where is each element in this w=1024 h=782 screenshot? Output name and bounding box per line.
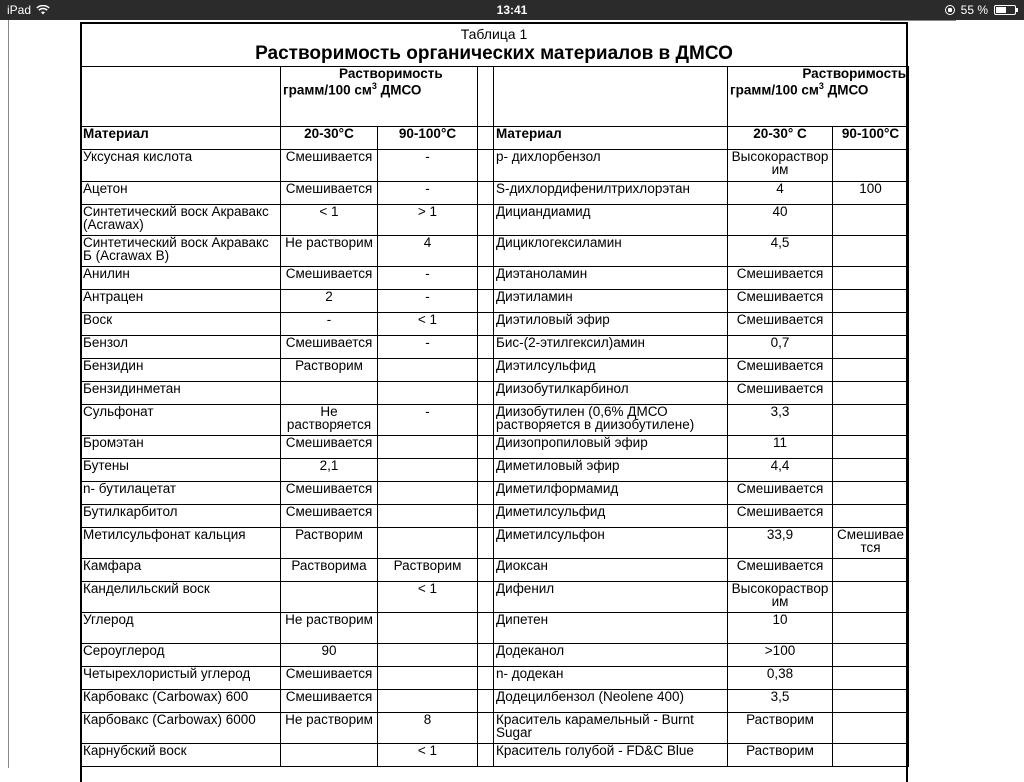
value-low-right: 4	[728, 182, 833, 205]
value-high-right	[833, 405, 909, 436]
material-right: Диэтаноламин	[494, 267, 728, 290]
material-right: Диэтилсульфид	[494, 359, 728, 382]
value-high-right	[833, 290, 909, 313]
solubility-header-row	[81, 67, 909, 127]
col-temp-high-right: 90-100°C	[833, 127, 909, 150]
value-low-right: 4,5	[728, 236, 833, 267]
table-row	[81, 150, 909, 182]
value-low-right: Смешивается	[728, 559, 833, 582]
value-high-right	[833, 505, 909, 528]
column-gap	[478, 313, 494, 336]
material-left: Антрацен	[81, 290, 281, 313]
table-row	[81, 436, 909, 459]
solubility-header-line1-right: Растворимость	[802, 66, 907, 81]
units-text-right: грамм/100 см	[730, 82, 819, 98]
material-right: Диизопропиловый эфир	[494, 436, 728, 459]
table-row	[81, 667, 909, 690]
value-high-right	[833, 559, 909, 582]
material-left: Ацетон	[81, 182, 281, 205]
column-gap	[478, 613, 494, 644]
value-low-left: 2	[281, 290, 378, 313]
column-gap	[478, 505, 494, 528]
column-gap	[478, 236, 494, 267]
table-row	[81, 459, 909, 482]
value-low-left: Смешивается	[281, 150, 378, 182]
battery-percent: 55 %	[960, 3, 988, 17]
table-row	[81, 405, 909, 436]
value-low-right: 10	[728, 613, 833, 644]
column-gap	[478, 482, 494, 505]
battery-icon	[994, 5, 1016, 15]
table-row	[81, 359, 909, 382]
value-low-left	[281, 382, 378, 405]
column-gap	[478, 713, 494, 744]
value-low-left: Не растворяется	[281, 405, 378, 436]
value-high-left: < 1	[378, 313, 478, 336]
column-gap	[478, 336, 494, 359]
device-label: iPad	[7, 3, 32, 17]
material-left: Сульфонат	[81, 405, 281, 436]
table-row	[81, 690, 909, 713]
value-low-left: Растворим	[281, 528, 378, 559]
column-gap	[478, 267, 494, 290]
table-row	[81, 267, 909, 290]
value-low-left	[281, 744, 378, 767]
value-low-right: 33,9	[728, 528, 833, 559]
col-temp-low-right: 20-30° C	[728, 127, 833, 150]
material-left: Воск	[81, 313, 281, 336]
value-low-left: Смешивается	[281, 690, 378, 713]
value-low-right: 3,5	[728, 690, 833, 713]
value-low-left: Смешивается	[281, 436, 378, 459]
value-low-left: Смешивается	[281, 336, 378, 359]
value-high-right	[833, 205, 909, 236]
value-high-left: Растворим	[378, 559, 478, 582]
value-high-left	[378, 667, 478, 690]
value-low-left: Растворима	[281, 559, 378, 582]
material-left: Бензидин	[81, 359, 281, 382]
table-title: Растворимость органических материалов в ДМСО	[255, 43, 733, 64]
value-high-right: Смешивае тся	[833, 528, 909, 559]
col-temp-high-left: 90-100°C	[378, 127, 478, 150]
value-high-left: -	[378, 150, 478, 182]
value-low-right: Смешивается	[728, 382, 833, 405]
material-right: Диэтиловый эфир	[494, 313, 728, 336]
value-high-left: -	[378, 336, 478, 359]
value-high-right	[833, 482, 909, 505]
material-left: Камфара	[81, 559, 281, 582]
units-suffix: ДМСО	[376, 82, 422, 98]
value-high-left	[378, 436, 478, 459]
column-gap	[478, 459, 494, 482]
column-gap	[478, 436, 494, 459]
value-low-right: Смешивается	[728, 482, 833, 505]
value-high-left: < 1	[378, 582, 478, 613]
value-high-right	[833, 382, 909, 405]
material-left: Бутены	[81, 459, 281, 482]
value-high-left: -	[378, 405, 478, 436]
table-row	[81, 713, 909, 744]
value-high-right	[833, 744, 909, 767]
material-right: Краситель карамельный - Burnt Sugar	[494, 713, 728, 744]
value-low-right: >100	[728, 644, 833, 667]
value-high-left: -	[378, 182, 478, 205]
value-low-left: Не растворим	[281, 236, 378, 267]
material-right: Диизобутилкарбинол	[494, 382, 728, 405]
column-gap	[478, 582, 494, 613]
value-low-left: < 1	[281, 205, 378, 236]
table-row	[81, 644, 909, 667]
value-low-right: Смешивается	[728, 359, 833, 382]
value-low-right: 3,3	[728, 405, 833, 436]
material-left: Бутилкарбитол	[81, 505, 281, 528]
solubility-header-line2	[283, 80, 475, 97]
material-right: Диметилсульфон	[494, 528, 728, 559]
material-right: Додеканол	[494, 644, 728, 667]
material-left: Бензол	[81, 336, 281, 359]
table-row	[81, 313, 909, 336]
material-right: n- додекан	[494, 667, 728, 690]
col-material-right: Материал	[494, 127, 728, 150]
material-right: Дициклогексиламин	[494, 236, 728, 267]
value-low-right: Растворим	[728, 713, 833, 744]
column-gap	[478, 744, 494, 767]
value-low-right: 0,7	[728, 336, 833, 359]
material-right: р- дихлорбензол	[494, 150, 728, 182]
column-gap	[478, 67, 494, 127]
value-low-left: 90	[281, 644, 378, 667]
material-left: Карбовакс (Carbowax) 6000	[81, 713, 281, 744]
value-high-left	[378, 528, 478, 559]
value-high-right	[833, 644, 909, 667]
value-high-right	[833, 713, 909, 744]
value-high-left	[378, 359, 478, 382]
value-high-right	[833, 459, 909, 482]
value-high-left: -	[378, 290, 478, 313]
table-row	[81, 559, 909, 582]
material-right: Додецилбензол (Neolene 400)	[494, 690, 728, 713]
value-low-right: Смешивается	[728, 290, 833, 313]
value-low-left: Не растворим	[281, 713, 378, 744]
col-temp-low-left: 20-30°C	[281, 127, 378, 150]
units-sup: 3	[371, 81, 377, 91]
material-right: S-дихлордифенилтрихлорэтан	[494, 182, 728, 205]
column-header-row	[81, 127, 909, 150]
value-low-left: Смешивается	[281, 482, 378, 505]
material-right: Диоксан	[494, 559, 728, 582]
value-low-left: Смешивается	[281, 505, 378, 528]
value-low-right: 4,4	[728, 459, 833, 482]
value-high-left	[378, 382, 478, 405]
value-high-right	[833, 613, 909, 644]
column-gap	[478, 359, 494, 382]
solubility-header-line2-right	[730, 80, 906, 97]
material-left: Четырехлористый углерод	[81, 667, 281, 690]
value-high-left: > 1	[378, 205, 478, 236]
material-right: Дипетен	[494, 613, 728, 644]
table-row	[81, 236, 909, 267]
value-high-left: < 1	[378, 744, 478, 767]
material-left: Бромэтан	[81, 436, 281, 459]
material-left: n- бутилацетат	[81, 482, 281, 505]
solubility-header-left	[281, 67, 478, 127]
units-suffix-right: ДМСО	[823, 82, 869, 98]
column-gap	[478, 528, 494, 559]
value-high-right: 100	[833, 182, 909, 205]
material-left: Анилин	[81, 267, 281, 290]
column-gap	[478, 182, 494, 205]
battery-fill	[996, 7, 1006, 13]
page-top-line	[880, 20, 956, 21]
value-low-left	[281, 582, 378, 613]
material-right: Диметилформамид	[494, 482, 728, 505]
status-bar	[0, 0, 1024, 20]
material-left: Метилсульфонат кальция	[81, 528, 281, 559]
material-right: Дициандиамид	[494, 205, 728, 236]
table-row	[81, 528, 909, 559]
table-row	[81, 613, 909, 644]
table-row	[81, 582, 909, 613]
material-right: Диметилсульфид	[494, 505, 728, 528]
rotation-lock-icon	[945, 5, 955, 15]
material-left: Синтетический воск Акравакс (Acrawax)	[81, 205, 281, 236]
column-gap	[478, 644, 494, 667]
material-left: Карбовакс (Carbowax) 600	[81, 690, 281, 713]
value-low-right: 11	[728, 436, 833, 459]
page-edge-line	[8, 20, 9, 768]
value-low-right: Смешивается	[728, 267, 833, 290]
column-gap	[478, 205, 494, 236]
value-high-right	[833, 359, 909, 382]
material-left: Синтетический воск Акравакс Б (Acrawax B)	[81, 236, 281, 267]
value-low-left: -	[281, 313, 378, 336]
units-sup-right: 3	[818, 81, 824, 91]
column-gap	[478, 127, 494, 150]
solubility-header-right	[728, 67, 909, 127]
col-material-left: Материал	[81, 127, 281, 150]
column-gap	[478, 382, 494, 405]
value-low-left: Смешивается	[281, 667, 378, 690]
header-blank-right	[494, 67, 728, 127]
header-blank-left	[81, 67, 281, 127]
table-row	[81, 290, 909, 313]
value-high-left	[378, 482, 478, 505]
value-high-right	[833, 313, 909, 336]
material-left: Углерод	[81, 613, 281, 644]
column-gap	[478, 290, 494, 313]
value-high-left	[378, 613, 478, 644]
value-high-left: 4	[378, 236, 478, 267]
value-low-right: 0,38	[728, 667, 833, 690]
value-low-left: Смешивается	[281, 182, 378, 205]
table-caption: Таблица 1	[460, 26, 528, 42]
value-high-right	[833, 667, 909, 690]
material-right: Краситель голубой - FD&C Blue	[494, 744, 728, 767]
column-gap	[478, 667, 494, 690]
value-high-left	[378, 644, 478, 667]
value-high-right	[833, 236, 909, 267]
column-gap	[478, 405, 494, 436]
value-low-right: Высокораствор им	[728, 582, 833, 613]
material-left: Канделильский воск	[81, 582, 281, 613]
table-row	[81, 182, 909, 205]
solubility-table	[80, 66, 909, 767]
material-right: Бис-(2-этилгексил)амин	[494, 336, 728, 359]
value-high-right	[833, 336, 909, 359]
value-high-left: -	[378, 267, 478, 290]
value-low-left: 2,1	[281, 459, 378, 482]
table-row	[81, 482, 909, 505]
value-high-right	[833, 690, 909, 713]
value-low-left: Растворим	[281, 359, 378, 382]
material-left: Сероуглерод	[81, 644, 281, 667]
table-row	[81, 382, 909, 405]
material-right: Диметиловый эфир	[494, 459, 728, 482]
value-low-left: Не растворим	[281, 613, 378, 644]
value-high-left	[378, 505, 478, 528]
material-right: Диизобутилен (0,6% ДМСО растворяется в диизобутилене)	[494, 405, 728, 436]
value-low-right: Высокораствор им	[728, 150, 833, 182]
value-high-left	[378, 459, 478, 482]
value-high-right	[833, 267, 909, 290]
material-right: Диэтиламин	[494, 290, 728, 313]
material-right: Дифенил	[494, 582, 728, 613]
status-right	[945, 3, 1016, 17]
column-gap	[478, 690, 494, 713]
material-left: Карнубский воск	[81, 744, 281, 767]
solubility-header-line1: Растворимость	[339, 66, 443, 81]
material-left: Бензидинметан	[81, 382, 281, 405]
value-high-left: 8	[378, 713, 478, 744]
value-high-left	[378, 690, 478, 713]
units-text: грамм/100 см	[283, 82, 372, 98]
value-high-right	[833, 582, 909, 613]
column-gap	[478, 559, 494, 582]
table-row	[81, 336, 909, 359]
material-left: Уксусная кислота	[81, 150, 281, 182]
table-row	[81, 205, 909, 236]
status-time: 13:41	[496, 3, 528, 17]
value-low-right: Смешивается	[728, 505, 833, 528]
value-low-right: Смешивается	[728, 313, 833, 336]
value-low-left: Смешивается	[281, 267, 378, 290]
table-row	[81, 744, 909, 767]
value-high-right	[833, 436, 909, 459]
value-low-right: 40	[728, 205, 833, 236]
table-row	[81, 505, 909, 528]
column-gap	[478, 150, 494, 182]
value-low-right: Растворим	[728, 744, 833, 767]
value-high-right	[833, 150, 909, 182]
